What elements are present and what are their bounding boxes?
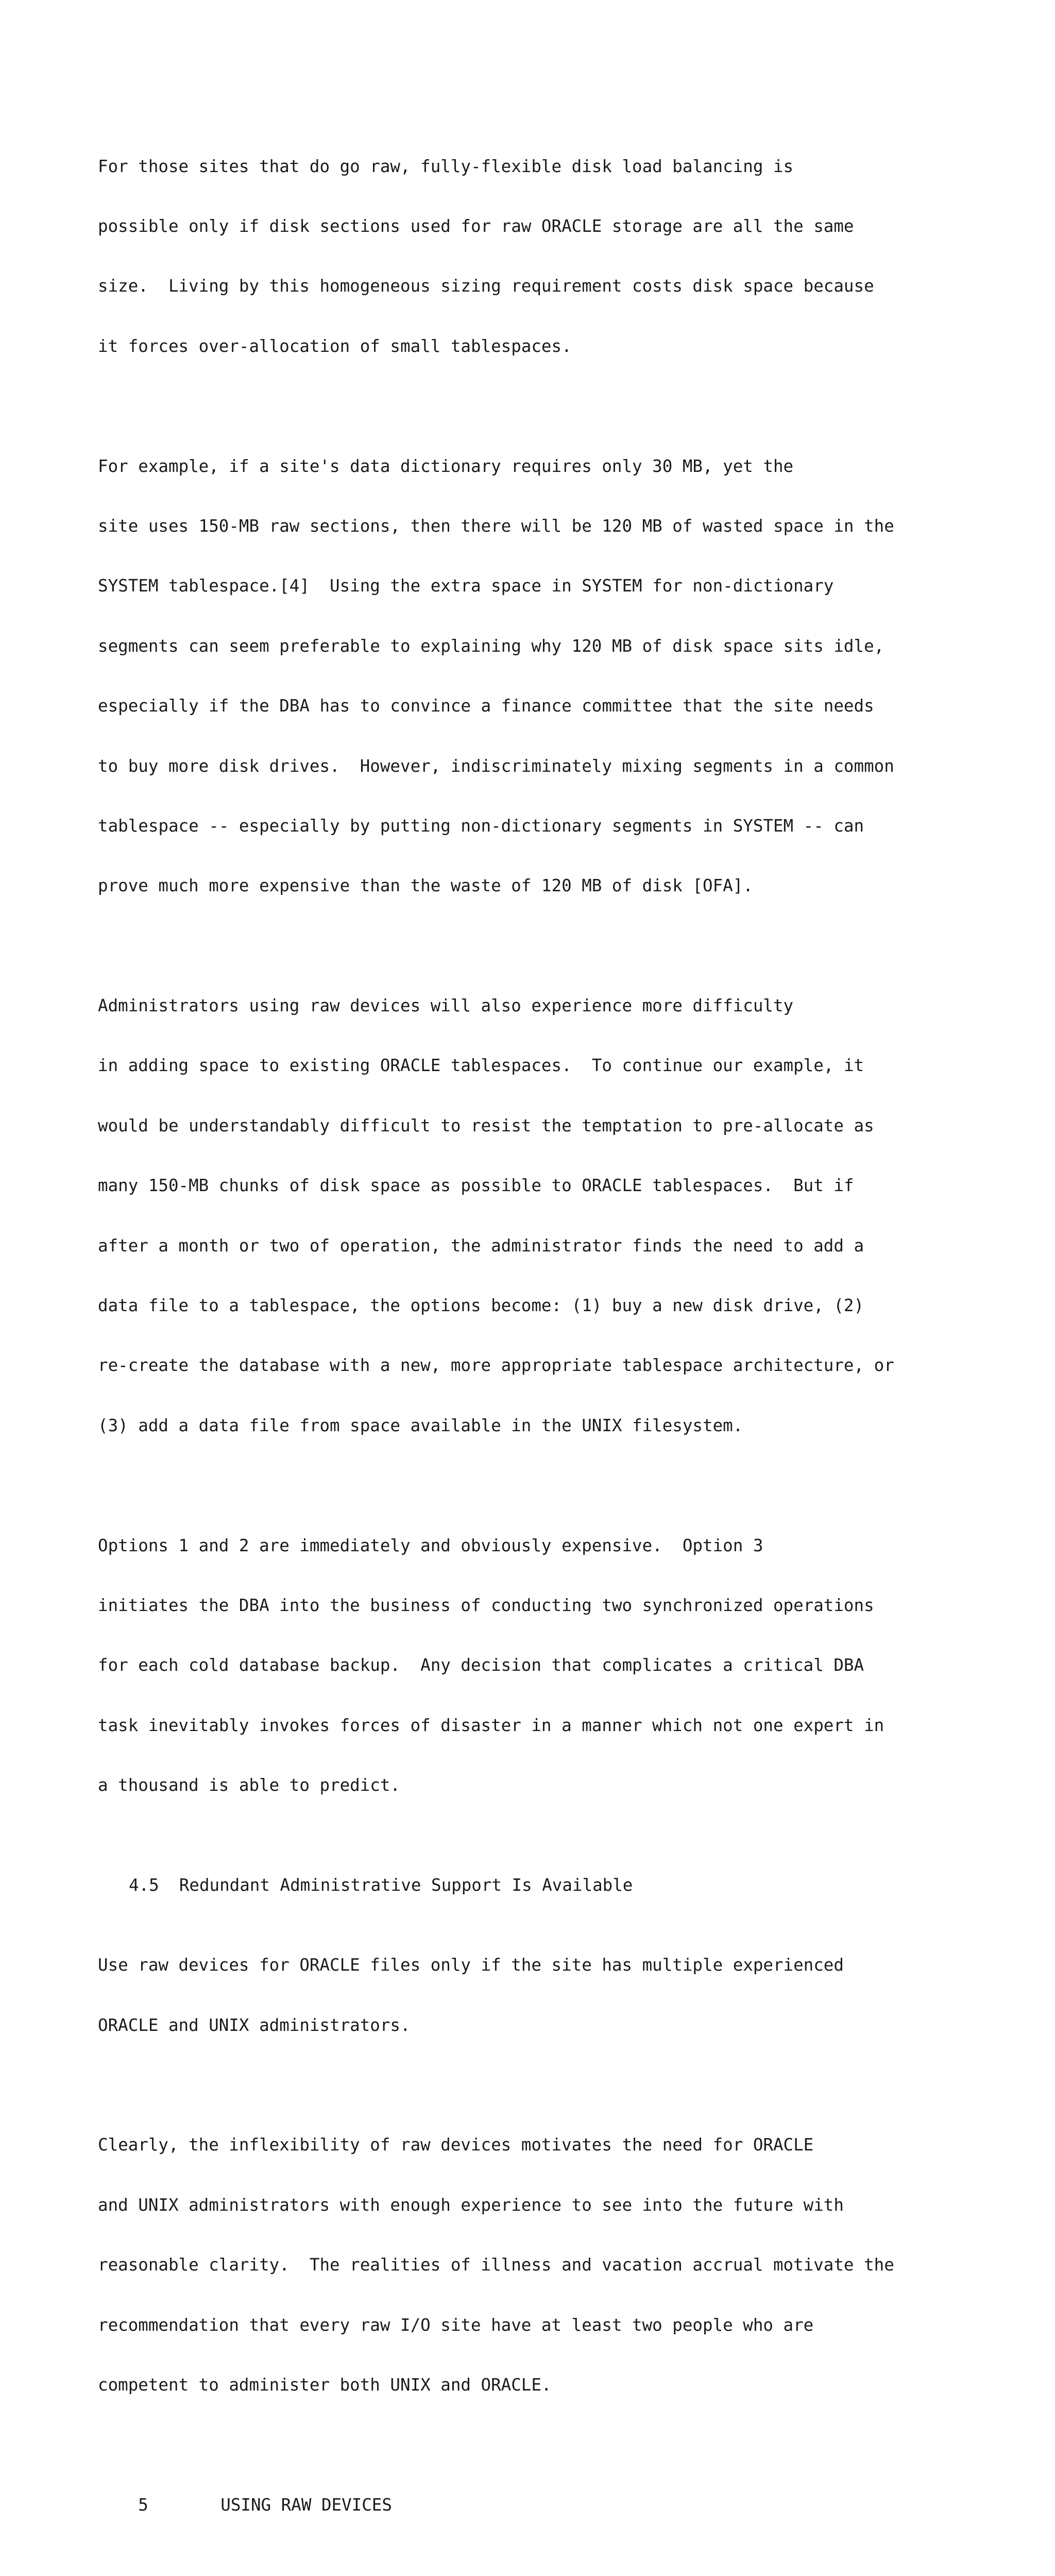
paragraph-using-raw-intro: [98, 2555, 1046, 2576]
text-line: would be understandably difficult to resist the temptation to pre-allocate as: [98, 1115, 874, 1136]
text-line: segments can seem preferable to explaining why 120 MB of disk space sits idle,: [98, 636, 884, 656]
text-line: to buy more disk drives. However, indiscriminately mixing segments in a common: [98, 756, 894, 776]
paragraph-adding-space: [98, 956, 1046, 1476]
text-line: reasonable clarity. The realities of illness and vacation accrual motivate the: [98, 2255, 894, 2275]
text-line: many 150-MB chunks of disk space as possible to ORACLE tablespaces. But if: [98, 1176, 854, 1196]
text-line: Options 1 and 2 are immediately and obviously expensive. Option 3: [98, 1535, 763, 1555]
text-line: and UNIX administrators with enough experience to see into the future with: [98, 2195, 844, 2215]
text-line: Use raw devices for ORACLE files only if the site has multiple experienced: [98, 1955, 844, 1975]
text-line: possible only if disk sections used for raw ORACLE storage are all the same: [98, 216, 854, 236]
text-line: Administrators using raw devices will also experience more difficulty: [98, 996, 794, 1016]
text-line: initiates the DBA into the business of conducting two synchronized operations: [98, 1595, 874, 1615]
paragraph-data-dictionary-example: [98, 416, 1046, 936]
text-line: ORACLE and UNIX administrators.: [98, 2015, 411, 2035]
subsection-heading-4-5: 4.5 Redundant Administrative Support Is Available: [129, 1875, 633, 1895]
text-line: competent to administer both UNIX and ORACLE.: [98, 2375, 552, 2395]
text-line: it forces over-allocation of small tablespaces.: [98, 336, 572, 356]
text-line: tablespace -- especially by putting non-dictionary segments in SYSTEM -- can: [98, 816, 864, 836]
text-line: especially if the DBA has to convince a finance committee that the site needs: [98, 696, 874, 716]
paragraph-raw-disk-balancing: [98, 116, 1046, 396]
paragraph-redundant-support-rule: [98, 1916, 1046, 2075]
text-line: site uses 150-MB raw sections, then there will be 120 MB of wasted space in the: [98, 516, 894, 536]
text-line: Clearly, the inflexibility of raw devices motivates the need for ORACLE: [98, 2135, 814, 2155]
text-line: recommendation that every raw I/O site have at least two people who are: [98, 2315, 814, 2335]
paragraph-options: [98, 1496, 1046, 1836]
document-page: [98, 116, 1046, 2576]
text-line: SYSTEM tablespace.[4] Using the extra space in SYSTEM for non-dictionary: [98, 576, 834, 596]
text-line: size. Living by this homogeneous sizing requirement costs disk space because: [98, 276, 874, 296]
section-heading-5: [98, 2475, 1046, 2535]
text-line: (3) add a data file from space available in the UNIX filesystem.: [98, 1415, 743, 1435]
section-title: USING RAW DEVICES: [220, 2495, 392, 2515]
text-line: task inevitably invokes forces of disaster in a manner which not one expert in: [98, 1715, 884, 1735]
text-line: data file to a tablespace, the options become: (1) buy a new disk drive, (2): [98, 1296, 864, 1316]
text-line: after a month or two of operation, the administrator finds the need to add a: [98, 1235, 864, 1256]
text-line: for each cold database backup. Any decision that complicates a critical DBA: [98, 1655, 864, 1675]
text-line: a thousand is able to predict.: [98, 1775, 400, 1795]
text-line: in adding space to existing ORACLE tablespaces. To continue our example, it: [98, 1056, 864, 1076]
text-line: re-create the database with a new, more appropriate tablespace architecture, or: [98, 1355, 894, 1376]
text-line: prove much more expensive than the waste of 120 MB of disk [OFA].: [98, 876, 753, 896]
text-line: For example, if a site's data dictionary requires only 30 MB, yet the: [98, 456, 794, 476]
text-line: For those sites that do go raw, fully-flexible disk load balancing is: [98, 156, 794, 176]
section-number: 5: [138, 2495, 148, 2515]
paragraph-redundant-support-detail: [98, 2095, 1046, 2435]
